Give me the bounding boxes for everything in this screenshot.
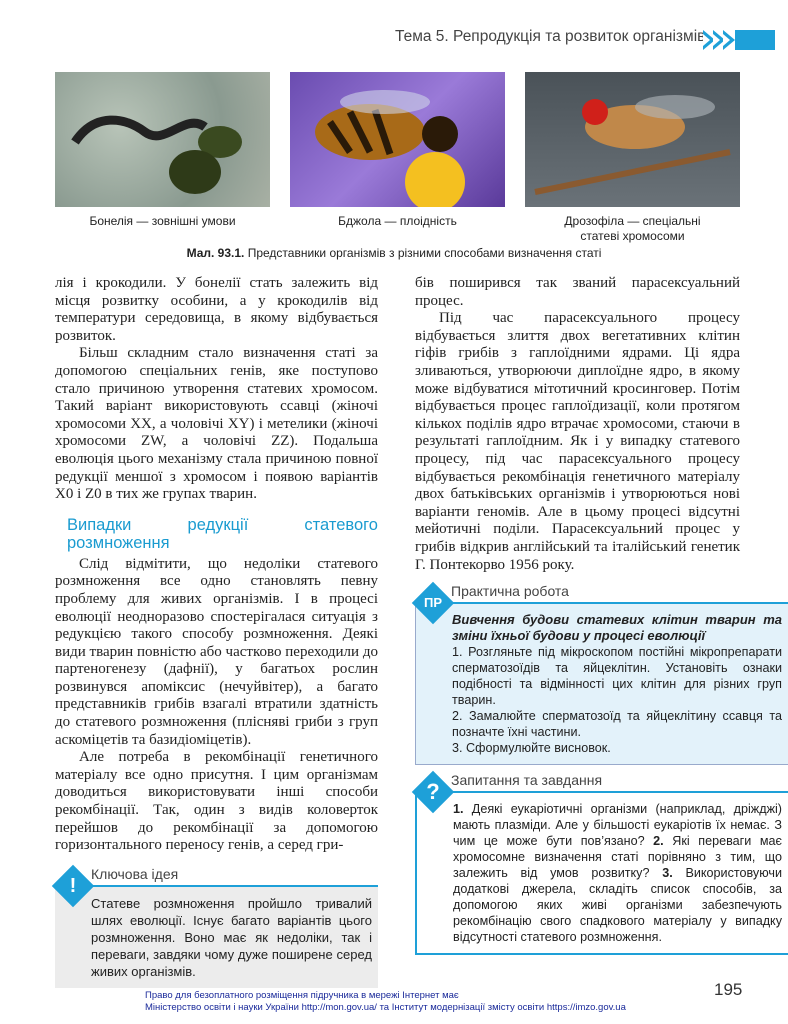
question-text: Деякі еукаріотичні організми (наприклад, дріжджі) мають плазміди. Але у більшості еукаріотів їх немає. З чим це може бути пов’язано? [453,802,782,849]
exclamation-label: ! [69,874,77,897]
footer-line: Право для безоплатного розміщення підручника в мережі Інтернет має [145,990,459,1001]
drosophila-photo [525,72,740,207]
figure-caption [0,246,788,260]
photo-caption: Бджола — плоідність [338,214,457,228]
paragraph: бів поширився так званий парасексуальний процес. [415,275,740,309]
question-icon-label: ? [426,779,440,805]
questions-text [415,791,788,955]
questions-box [415,771,788,955]
paragraph: лія і крокодили. У бонелії стать залежить від місця розвитку особини, а у крокодилів від температури середовища, в якому відбувається розвиток. [55,275,378,344]
practical-content [415,602,788,765]
question-text: Які переваги має хромосомне визначення статі порівняно з тим, що залежить від умов розвитку? [453,834,782,881]
footer [145,990,626,1014]
key-idea-text: Статеве розмноження пройшло тривалий шлях еволюції. Існує багато варіантів цього розмноження. Воно має як недоліки, так і переваги, завдяки чому дуже поширене серед живих організмів. [55,885,378,988]
paragraph: Але потреба в рекомбінації генетичного матеріалу все одно присутня. І цим організмам доводиться використовувати інші способи рекомбінації. Так, один з видів коловерток перейшов до рекомбінації за допомогою горизонтального переносу генів, а серед гри- [55,749,378,854]
left-column [55,275,378,988]
bonellia-photo [55,72,270,207]
question-number: 3. [662,866,673,881]
footer-line: Міністерство освіти і науки України http://mon.gov.ua/ та Інститут модернізації змісту освіти https://imzo.gov.ua [145,1002,626,1013]
practical-icon-label: ПР [423,595,442,611]
question-number: 2. [653,834,664,849]
bee-photo [290,72,505,207]
practical-subtitle: Вивчення будови статевих клітин тварин та зміни їхньої будови у процесі еволюції [452,612,782,644]
practical-step: 3. Сформулюйте висновок. [452,741,611,756]
practical-step: 2. Замалюйте сперматозоїд та яйцеклітину ссавця та позначте їхні частини. [452,709,782,740]
paragraph: Більш складним стало визначення статі за допомогою спеціальних генів, яке поступово стало причиною утворення статевих хромосом. Такий варіант використовують ссавці (жіночі хромосоми XX, а чоловічі XY) і метелики (жіночі хромосоми ZW, а чоловічі ZZ). Подальша еволюція цього механізму стала причиною повної редукції меншої з хромосом і появою варіантів X0 і Z0 в тих же групах тварин. [55,345,378,503]
figure-caption-text: Представники організмів з різними способами визначення статі [244,246,602,260]
right-column [415,275,788,955]
paragraph: Слід відмітити, що недоліки статевого розмноження все одно становлять певну проблему для живих організмів. І в процесі еволюції неодноразово спостерігалася ситуація з редукцією такого способу розмноження. Деякі види тварин повністю або частково переходили до партеногенезу (дафнії), у багатьох рослин розвинувся апоміксис (нечуйвітер), а багато представників грибів взагалі втратили здатність до статевого розмноження (плісняві гриби з груп аскоміцетів та базидіоміцетів). [55,555,378,748]
practical-box [415,582,788,765]
paragraph: Під час парасексуального процесу відбувається злиття двох вегетативних клітин гіфів грибів з гаплоїдними ядрами. Ці ядра зливаються, утворюючи диплоїдне ядро, в якому може відбуватися мітотичний кросинговер. Потім відбувається процес гаплоїдизації, коли протягом кількох поділів ядро втрачає хромосоми, стаючи в результаті гаплоїдним. Як і у випадку статевого процесу, під час парасексуального процесу відбувається рекомбінація генетичного матеріалу двох батьківських організмів і утворюються нові варіанти геномів. Але в цьому процесі відсутні мейотичні поділи. Парасексуальний процес у грибів відкрив англійський та італійський генетик Г. Понтекорво 1956 року. [415,310,740,573]
key-idea-title: Ключова ідея [91,865,179,882]
practical-title: Практична робота [451,583,569,600]
section-heading: Випадки редукції статевого розмноження [67,515,378,552]
photo-caption: Бонелія — зовнішні умови [89,214,236,228]
key-idea-box [55,865,378,988]
questions-title: Запитання та завдання [451,772,603,789]
page-number: 195 [714,980,743,999]
caption-line: статеві хромосоми [580,229,685,243]
header-title: Тема 5. Репродукція та розвиток організмів [395,28,706,45]
figure-label: Мал. 93.1. [186,246,245,260]
question-text: Використовуючи додаткові джерела, складіть список способів, за допомогою яких живі організми забезпечують рекомбінацію свого спадкового матеріалу у випадку відсутності статевого розмноження. [453,866,782,945]
photo-caption [525,214,740,244]
chevron-arrows-icon [703,30,773,50]
caption-line: Дрозофіла — спеціальні [564,214,701,228]
practical-step: 1. Розгляньте під мікроскопом постійні мікропрепарати сперматозоїдів та яйцеклітин. Установіть ознаки подібності та відмінності цих клітин для різних груп тварин. [452,645,782,708]
question-number: 1. [453,802,464,817]
